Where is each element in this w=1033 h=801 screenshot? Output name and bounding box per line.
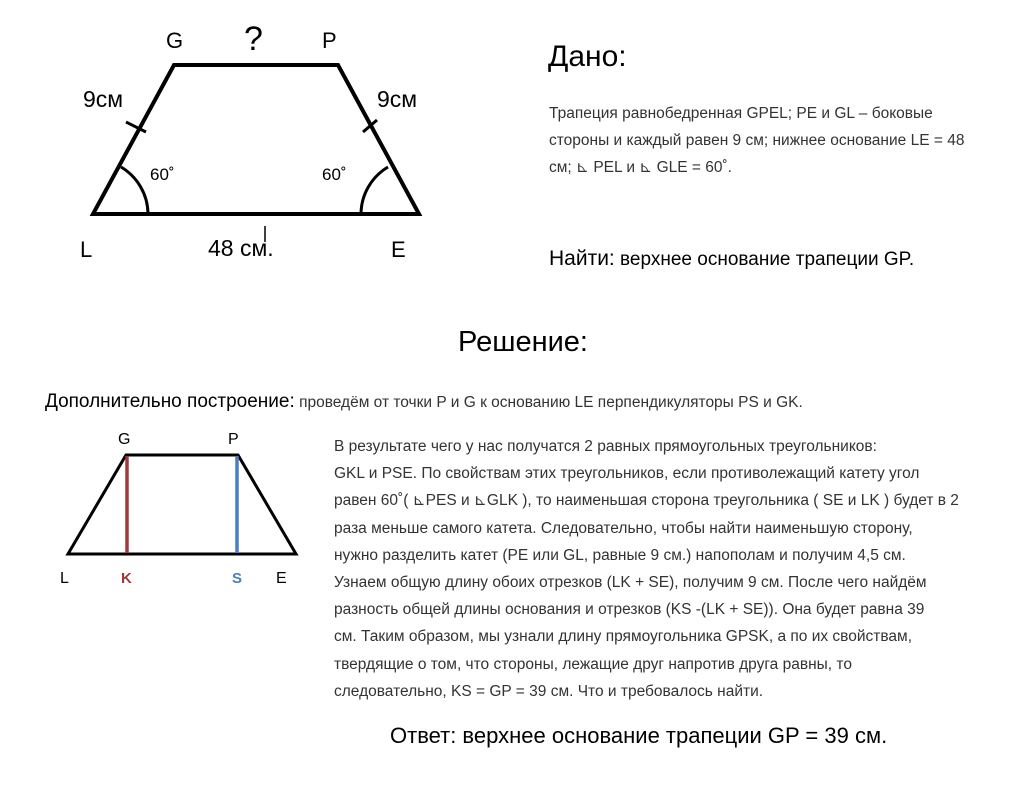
result-line: В результате чего у нас получатся 2 равных прямоугольных треугольников: [334, 438, 877, 455]
solution-heading: Решение: [458, 326, 588, 358]
given-heading: Дано: [548, 40, 627, 73]
result-line: равен 60˚( ⊾PES и ⊾GLK ), то наименьшая сторона треугольника ( SE и LK ) будет в 2 [334, 492, 959, 510]
construction-label: Дополнительно построение: [45, 391, 295, 412]
vertex-label-e: E [391, 237, 406, 262]
vertex-label-p: P [322, 28, 337, 53]
base-length-label: 48 см. [208, 235, 274, 261]
angle-arc-right [361, 167, 388, 214]
vertex-label-l: L [60, 570, 69, 587]
unknown-side-mark: ? [244, 20, 263, 58]
find-statement [549, 247, 914, 271]
result-paragraph [334, 433, 1024, 705]
construction-text: проведём от точки P и G к основанию LE перпендикуляторы PS и GK. [299, 394, 803, 411]
point-label-s: S [232, 570, 243, 587]
construction-statement [45, 391, 803, 413]
vertex-label-e: E [276, 570, 287, 587]
find-label: Найти: [549, 247, 615, 270]
answer-statement: Ответ: верхнее основание трапеции GP = 39 см. [390, 723, 888, 748]
angle-label-right: 60˚ [322, 165, 347, 184]
result-line: Узнаем общую длину обоих отрезков (LK + SE), получим 9 см. После чего найдём [334, 574, 927, 592]
vertex-label-l: L [80, 237, 93, 262]
angle-arc-left [121, 167, 148, 214]
given-text: Трапеция равнобедренная GPEL; PE и GL – боковые стороны и каждый равен 9 см; нижнее основание LE = 48 см; ⊾ PEL и ⊾ GLE = 60˚. [549, 105, 965, 176]
bottom-trapezoid [60, 431, 296, 587]
vertex-label-g: G [118, 431, 131, 448]
result-line: раза меньше самого катета. Следовательно, чтобы найти наименьшую сторону, [334, 519, 913, 537]
result-line: следовательно, KS = GP = 39 см. Что и требовалось найти. [334, 682, 764, 700]
angle-label-left: 60˚ [150, 165, 175, 184]
bottom-trapezoid-outline [68, 455, 296, 554]
result-line: нужно разделить катет (PE или GL, равные 9 см.) напополам и получим 4,5 см. [334, 546, 906, 564]
result-line: см. Таким образом, мы узнали длину прямоугольника GPSK, а по их свойствам, [334, 628, 913, 646]
point-label-k: K [121, 570, 132, 587]
result-line: GKL и PSE. По свойствам этих треугольников, если противолежащий катету угол [334, 465, 920, 483]
side-length-right: 9см [377, 86, 418, 112]
result-line: твердящие о том, что стороны, лежащие друг напротив друга равны, то [334, 655, 852, 673]
result-line: разность общей длины основания и отрезков (KS -(LK + SE)). Она будет равна 39 [334, 601, 925, 619]
vertex-label-g: G [166, 28, 184, 53]
find-text: верхнее основание трапеции GP. [620, 249, 915, 270]
side-length-left: 9см [83, 86, 124, 112]
vertex-label-p: P [228, 431, 239, 448]
top-trapezoid [80, 20, 419, 262]
